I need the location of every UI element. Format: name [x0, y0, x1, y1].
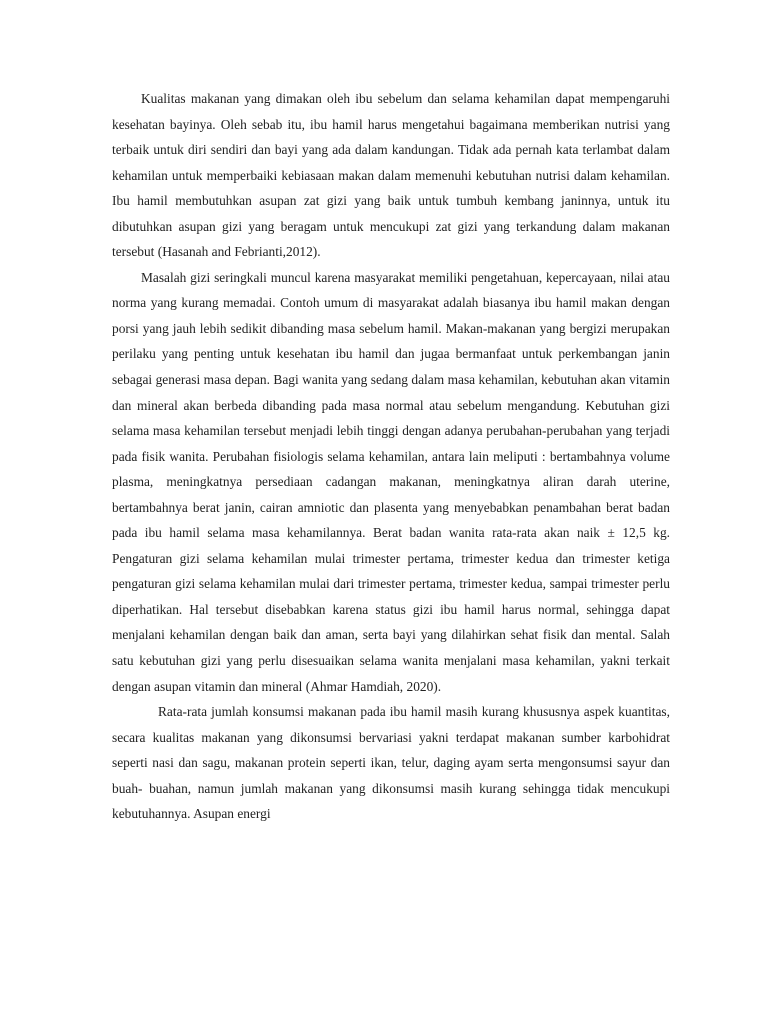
document-body — [112, 86, 670, 827]
paragraph-consumption-average: Rata-rata jumlah konsumsi makanan pada ibu hamil masih kurang khususnya aspek kuantitas, secara kualitas makanan yang dikonsumsi bervariasi yakni terdapat makanan sumber karbohidrat seperti nasi dan sagu, makanan protein seperti ikan, telur, daging ayam serta mengonsumsi sayur dan buah- buahan, namun jumlah makanan yang dikonsumsi masih kurang sehingga tidak mencukupi kebutuhannya. Asupan energi — [112, 704, 670, 822]
paragraph-nutrition-quality: Kualitas makanan yang dimakan oleh ibu sebelum dan selama kehamilan dapat mempengaruhi kesehatan bayinya. Oleh sebab itu, ibu hamil harus mengetahui bagaimana memberikan nutrisi yang terbaik untuk diri sendiri dan bayi yang ada dalam kandungan. Tidak ada pernah kata terlambat dalam kehamilan untuk memperbaiki kebiasaan makan dalam memenuhi kebutuhan nutrisi dalam kehamilan. Ibu hamil membutuhkan asupan zat gizi yang baik untuk tumbuh kembang janinnya, untuk itu dibutuhkan asupan gizi yang beragam untuk mencukupi zat gizi yang terkandung dalam makanan tersebut (Hasanah and Febrianti,2012). — [112, 91, 670, 260]
paragraph-nutrition-problems: Masalah gizi seringkali muncul karena masyarakat memiliki pengetahuan, kepercayaan, nilai atau norma yang kurang memadai. Contoh umum di masyarakat adalah biasanya ibu hamil makan dengan porsi yang jauh lebih sedikit dibanding masa sebelum hamil. Makan-makanan yang bergizi merupakan perilaku yang penting untuk kesehatan ibu hamil dan jugaa bermanfaat untuk perkembangan janin sebagai generasi masa depan. Bagi wanita yang sedang dalam masa kehamilan, kebutuhan akan vitamin dan mineral akan berbeda dibanding pada masa normal atau sebelum mengandung. Kebutuhan gizi selama masa kehamilan tersebut menjadi lebih tinggi dengan adanya perubahan-perubahan yang terjadi pada fisik wanita. Perubahan fisiologis selama kehamilan, antara lain meliputi : bertambahnya volume plasma, meningkatnya persediaan cadangan makanan, meningkatnya aliran darah uterine, bertambahnya berat janin, cairan amniotic dan plasenta yang menyebabkan penambahan berat badan pada ibu hamil selama masa kehamilannya. Berat badan wanita rata-rata akan naik ± 12,5 kg. Pengaturan gizi selama kehamilan mulai trimester pertama, trimester kedua dan trimester ketiga pengaturan gizi selama kehamilan mulai dari trimester pertama, trimester kedua, sampai trimester perlu diperhatikan. Hal tersebut disebabkan karena status gizi ibu hamil harus normal, sehingga dapat menjalani kehamilan dengan baik dan aman, serta bayi yang dilahirkan sehat fisik dan mental. Salah satu kebutuhan gizi yang perlu disesuaikan selama wanita menjalani masa kehamilan, yakni terkait dengan asupan vitamin dan mineral (Ahmar Hamdiah, 2020). — [112, 269, 670, 694]
